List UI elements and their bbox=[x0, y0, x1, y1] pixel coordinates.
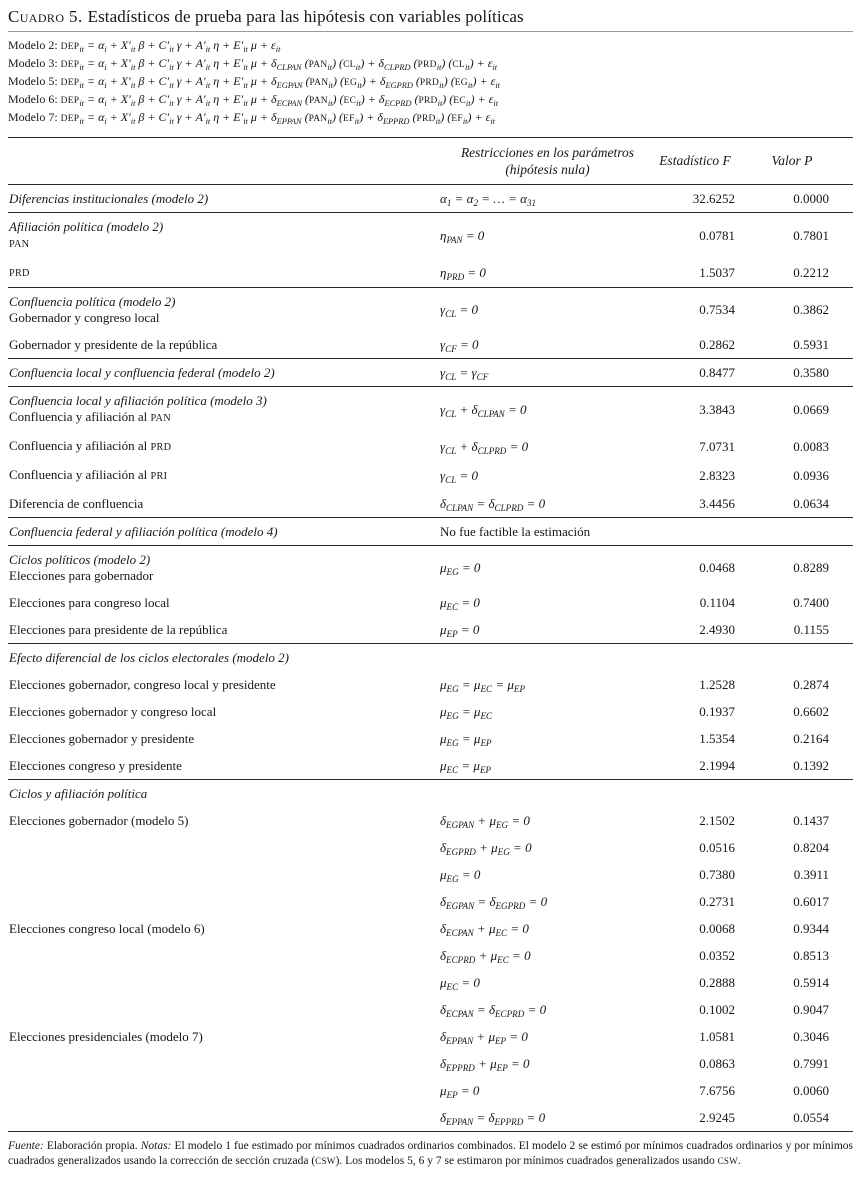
null-hypothesis: $\mu_{EG} = \mu_{EC} = \mu_{EP}$ bbox=[440, 676, 526, 694]
page-title bbox=[8, 7, 853, 27]
row-label bbox=[8, 698, 440, 725]
f-statistic: 0.7380 bbox=[699, 866, 735, 882]
table-row bbox=[8, 1104, 853, 1132]
model-equations bbox=[8, 37, 853, 127]
equation-model-label: Modelo 6: bbox=[8, 92, 61, 106]
table-row bbox=[8, 834, 853, 861]
null-hypothesis: $\gamma_{CL} + \delta_{CLPRD} = 0$ bbox=[440, 438, 529, 456]
p-value: 0.5914 bbox=[793, 974, 829, 990]
f-statistic: 32.6252 bbox=[692, 190, 735, 206]
row-label bbox=[8, 807, 440, 834]
null-hypothesis: $\mu_{EC} = \mu_{EP}$ bbox=[440, 757, 492, 775]
null-hypothesis: $\delta_{EGPRD} + \mu_{EG} = 0$ bbox=[440, 839, 532, 857]
table-row bbox=[8, 1050, 853, 1077]
f-statistic: 0.0468 bbox=[655, 546, 755, 590]
row-label bbox=[8, 780, 440, 808]
f-statistic: 0.0863 bbox=[699, 1055, 735, 1071]
null-hypothesis: $\delta_{EGPAN} + \mu_{EG} = 0$ bbox=[440, 812, 530, 830]
row-label bbox=[8, 331, 440, 359]
p-value: 0.1392 bbox=[793, 757, 829, 773]
f-statistic: 0.1002 bbox=[699, 1001, 735, 1017]
equation-formula: $DEP_{it} = \alpha_i + X'_{it}$ $\beta + C'_{it}$ $\gamma + A'_{it}$ $\eta + E'_{it}$ $\mu + \delta_{ECPAN}$ $(PAN_{it}) (EC_{it}) + \delta_{ECPRD}$ $(PRD_{it}) (EC_{it}) + \varepsilon_{it}$ bbox=[60, 92, 499, 108]
row-label bbox=[8, 1077, 440, 1104]
item-label: Elecciones gobernador (modelo 5) bbox=[9, 812, 189, 828]
table-row bbox=[8, 1023, 853, 1050]
equation-line bbox=[8, 109, 853, 127]
null-hypothesis: $\mu_{EC} = 0$ bbox=[440, 594, 480, 612]
table-row bbox=[8, 359, 853, 387]
equation-formula: $DEP_{it} = \alpha_i + X'_{it}$ $\beta + C'_{it}$ $\gamma + A'_{it}$ $\eta + E'_{it}$ $\mu + \varepsilon_{it}$ bbox=[60, 38, 281, 54]
null-hypothesis: $\gamma_{CL} = \gamma_{CF}$ bbox=[440, 359, 655, 387]
null-hypothesis: $\delta_{ECPAN} + \mu_{EC} = 0$ bbox=[440, 920, 529, 938]
null-hypothesis: $\mu_{EG} = 0$ bbox=[440, 866, 481, 884]
notas-label: Notas: bbox=[140, 1140, 172, 1152]
table-row bbox=[8, 644, 853, 672]
equation-formula: $DEP_{it} = \alpha_i + X'_{it}$ $\beta + C'_{it}$ $\gamma + A'_{it}$ $\eta + E'_{it}$ $\mu + \delta_{EPPAN}$ $(PAN_{it}) (EF_{it}) + \delta_{EPPRD}$ $(PRD_{it}) (EF_{it}) + \varepsilon_{it}$ bbox=[60, 110, 495, 126]
table-row bbox=[8, 288, 853, 332]
item-label: Elecciones congreso y presidente bbox=[9, 757, 182, 773]
f-statistic: 0.2862 bbox=[699, 336, 735, 352]
table-row bbox=[8, 616, 853, 644]
table-row bbox=[8, 780, 853, 808]
item-label: Elecciones gobernador, congreso local y presidente bbox=[9, 676, 276, 692]
f-statistic: 0.7534 bbox=[655, 288, 755, 332]
f-statistic: 0.0352 bbox=[699, 947, 735, 963]
row-label bbox=[8, 996, 440, 1023]
equation-line bbox=[8, 37, 853, 55]
f-statistic: 1.5037 bbox=[699, 264, 735, 280]
p-value: 0.9344 bbox=[793, 920, 829, 936]
row-label bbox=[8, 213, 440, 259]
table-header bbox=[8, 138, 853, 185]
f-statistic: 1.5354 bbox=[699, 730, 735, 746]
f-statistic bbox=[655, 780, 755, 808]
null-hypothesis bbox=[440, 780, 655, 808]
f-statistic: 0.0516 bbox=[699, 839, 735, 855]
p-value: 0.0060 bbox=[793, 1082, 829, 1098]
equation-model-label: Modelo 5: bbox=[8, 74, 61, 88]
header-restrictions-line2: (hipótesis nula) bbox=[505, 162, 590, 177]
row-label bbox=[8, 490, 440, 518]
p-value: 0.1437 bbox=[793, 812, 829, 828]
f-statistic: 0.0068 bbox=[699, 920, 735, 936]
p-value: 0.7400 bbox=[793, 594, 829, 610]
table-row bbox=[8, 861, 853, 888]
null-hypothesis: $\delta_{EPPRD} + \mu_{EP} = 0$ bbox=[440, 1055, 530, 1073]
row-label bbox=[8, 942, 440, 969]
row-label bbox=[8, 915, 440, 942]
p-value: 0.0669 bbox=[755, 387, 853, 433]
table-body bbox=[8, 185, 853, 1132]
footnote bbox=[8, 1139, 853, 1169]
f-statistic: 7.0731 bbox=[699, 438, 735, 454]
row-label bbox=[8, 461, 440, 490]
p-value bbox=[755, 644, 853, 672]
p-value: 0.0936 bbox=[793, 467, 829, 483]
row-label bbox=[8, 258, 440, 288]
table-row bbox=[8, 387, 853, 433]
section-heading: Confluencia local y afiliación política (modelo 3) bbox=[9, 392, 267, 408]
item-label: Confluencia y afiliación al PRD bbox=[9, 437, 172, 453]
section-heading: Ciclos y afiliación política bbox=[9, 785, 148, 801]
item-label: Elecciones presidenciales (modelo 7) bbox=[9, 1028, 203, 1044]
table-row bbox=[8, 432, 853, 461]
null-hypothesis: $\delta_{EPPAN} = \delta_{EPPRD} = 0$ bbox=[440, 1109, 546, 1127]
p-value: 0.1155 bbox=[793, 621, 829, 637]
table-row bbox=[8, 942, 853, 969]
f-statistic: 2.4930 bbox=[699, 621, 735, 637]
item-label: Elecciones para gobernador bbox=[9, 567, 154, 583]
header-f-statistic: Estadístico F bbox=[655, 138, 755, 185]
null-hypothesis: $\alpha_1 = \alpha_2$ = … = $\alpha_{31}$ bbox=[440, 190, 537, 208]
table-row bbox=[8, 725, 853, 752]
f-statistic: 0.1104 bbox=[699, 594, 735, 610]
table-row bbox=[8, 331, 853, 359]
p-value: 0.5931 bbox=[793, 336, 829, 352]
row-label bbox=[8, 288, 440, 332]
null-hypothesis: $\eta_{PRD} = 0$ bbox=[440, 264, 486, 282]
null-hypothesis: $\delta_{CLPAN} = \delta_{CLPRD} = 0$ bbox=[440, 495, 546, 513]
f-statistic: 2.9245 bbox=[699, 1109, 735, 1125]
header-p-value: Valor P bbox=[755, 138, 853, 185]
f-statistic: 3.3843 bbox=[655, 387, 755, 433]
table-row bbox=[8, 213, 853, 259]
f-statistic: 1.0581 bbox=[699, 1028, 735, 1044]
header-restrictions bbox=[440, 138, 655, 185]
p-value bbox=[755, 518, 853, 546]
null-hypothesis: $\delta_{ECPRD} + \mu_{EC} = 0$ bbox=[440, 947, 531, 965]
row-label bbox=[8, 616, 440, 644]
null-hypothesis: $\mu_{EG} = \mu_{EP}$ bbox=[440, 730, 492, 748]
table-row bbox=[8, 888, 853, 915]
row-label bbox=[8, 888, 440, 915]
row-label bbox=[8, 387, 440, 433]
null-hypothesis: $\gamma_{CL} + \delta_{CLPAN} = 0$ bbox=[440, 387, 655, 433]
item-label: Confluencia y afiliación al PAN bbox=[9, 408, 171, 424]
section-heading: Diferencias institucionales (modelo 2) bbox=[9, 190, 209, 206]
null-hypothesis: $\mu_{EG} = 0$ bbox=[440, 546, 655, 590]
row-label bbox=[8, 1023, 440, 1050]
item-label: Confluencia y afiliación al PRI bbox=[9, 466, 168, 482]
null-hypothesis: $\mu_{EP} = 0$ bbox=[440, 621, 480, 639]
row-label bbox=[8, 518, 440, 546]
null-hypothesis: $\delta_{ECPAN} = \delta_{ECPRD} = 0$ bbox=[440, 1001, 547, 1019]
p-value: 0.0554 bbox=[793, 1109, 829, 1125]
equation-line bbox=[8, 91, 853, 109]
fuente-text: Elaboración propia. bbox=[46, 1140, 138, 1152]
row-label bbox=[8, 1104, 440, 1132]
table-row bbox=[8, 490, 853, 518]
f-statistic: 2.1502 bbox=[699, 812, 735, 828]
row-label bbox=[8, 644, 440, 672]
item-label: Elecciones gobernador y presidente bbox=[9, 730, 195, 746]
table-row bbox=[8, 185, 853, 213]
section-heading: Confluencia local y confluencia federal (modelo 2) bbox=[9, 364, 275, 380]
section-heading: Afiliación política (modelo 2) bbox=[9, 218, 164, 234]
row-label bbox=[8, 725, 440, 752]
null-hypothesis: $\mu_{EP} = 0$ bbox=[440, 1082, 480, 1100]
equation-model-label: Modelo 2: bbox=[8, 38, 61, 52]
table-title-text: Estadísticos de prueba para las hipótesis con variables políticas bbox=[87, 7, 524, 26]
f-statistic: 2.1994 bbox=[699, 757, 735, 773]
row-label bbox=[8, 861, 440, 888]
p-value: 0.9047 bbox=[793, 1001, 829, 1017]
f-statistic: 0.0781 bbox=[655, 213, 755, 259]
item-label: Elecciones para congreso local bbox=[9, 594, 170, 610]
equation-line bbox=[8, 73, 853, 91]
title-divider bbox=[8, 31, 853, 32]
row-label bbox=[8, 185, 440, 213]
table-row bbox=[8, 752, 853, 780]
notas-text: El modelo 1 fue estimado por mínimos cuadrados ordinarios combinados. El modelo 2 se estimó por mínimos cuadrados ordinarios y por mínimos cuadrados generalizados usando la corrección de sección cruzada (CSW). Los modelos 5, 6 y 7 se estimaron por mínimos cuadrados generalizados usando CSW. bbox=[8, 1140, 854, 1167]
p-value: 0.3862 bbox=[755, 288, 853, 332]
f-statistic: 0.2731 bbox=[699, 893, 735, 909]
header-row bbox=[8, 138, 853, 185]
p-value: 0.2212 bbox=[793, 264, 829, 280]
null-hypothesis: $\gamma_{CF} = 0$ bbox=[440, 336, 479, 354]
section-heading: Confluencia federal y afiliación política (modelo 4) bbox=[9, 523, 278, 539]
item-label: Gobernador y congreso local bbox=[9, 309, 160, 325]
f-statistic bbox=[655, 518, 755, 546]
table-row bbox=[8, 1077, 853, 1104]
p-value: 0.7801 bbox=[755, 213, 853, 259]
equation-model-label: Modelo 7: bbox=[8, 110, 61, 124]
p-value: 0.2874 bbox=[793, 676, 829, 692]
p-value: 0.3580 bbox=[755, 359, 853, 387]
table-row bbox=[8, 589, 853, 616]
table-row bbox=[8, 518, 853, 546]
item-label: PAN bbox=[9, 238, 30, 250]
p-value: 0.2164 bbox=[793, 730, 829, 746]
null-hypothesis: $\delta_{EGPAN} = \delta_{EGPRD} = 0$ bbox=[440, 893, 548, 911]
null-hypothesis: $\eta_{PAN} = 0$ bbox=[440, 213, 655, 259]
section-heading: Confluencia política (modelo 2) bbox=[9, 293, 176, 309]
p-value: 0.6017 bbox=[793, 893, 829, 909]
f-statistic bbox=[655, 644, 755, 672]
null-hypothesis: $\gamma_{CL} = 0$ bbox=[440, 288, 655, 332]
p-value: 0.0000 bbox=[793, 190, 829, 206]
p-value: 0.8289 bbox=[755, 546, 853, 590]
null-hypothesis: $\gamma_{CL} = 0$ bbox=[440, 467, 479, 485]
section-heading: Ciclos políticos (modelo 2) bbox=[9, 551, 151, 567]
null-hypothesis: $\mu_{EC} = 0$ bbox=[440, 974, 480, 992]
null-hypothesis: $\mu_{EG} = \mu_{EC}$ bbox=[440, 703, 493, 721]
header-restrictions-line1: Restricciones en los parámetros bbox=[460, 145, 635, 160]
null-hypothesis: No fue factible la estimación bbox=[440, 518, 655, 546]
table-row bbox=[8, 996, 853, 1023]
item-label: Elecciones para presidente de la república bbox=[9, 621, 228, 637]
f-statistic: 3.4456 bbox=[699, 495, 735, 511]
table-row bbox=[8, 461, 853, 490]
table-row bbox=[8, 969, 853, 996]
f-statistic: 0.1937 bbox=[699, 703, 735, 719]
p-value: 0.7991 bbox=[793, 1055, 829, 1071]
table-row bbox=[8, 915, 853, 942]
table-row bbox=[8, 258, 853, 288]
row-label bbox=[8, 432, 440, 461]
equation-model-label: Modelo 3: bbox=[8, 56, 61, 70]
f-statistic: 0.8477 bbox=[655, 359, 755, 387]
p-value: 0.3046 bbox=[793, 1028, 829, 1044]
row-label bbox=[8, 589, 440, 616]
f-statistic: 7.6756 bbox=[699, 1082, 735, 1098]
row-label bbox=[8, 671, 440, 698]
table-row bbox=[8, 671, 853, 698]
equation-formula: $DEP_{it} = \alpha_i + X'_{it}$ $\beta + C'_{it}$ $\gamma + A'_{it}$ $\eta + E'_{it}$ $\mu + \delta_{CLPAN}$ $(PAN_{it}) (CL_{it}) + \delta_{CLPRD}$ $(PRD_{it}) (CL_{it}) + \varepsilon_{it}$ bbox=[60, 56, 498, 72]
f-statistic: 2.8323 bbox=[699, 467, 735, 483]
item-label: PRD bbox=[9, 267, 30, 279]
row-label bbox=[8, 969, 440, 996]
item-label: Gobernador y presidente de la república bbox=[9, 336, 218, 352]
null-hypothesis: $\delta_{EPPAN} + \mu_{EP} = 0$ bbox=[440, 1028, 528, 1046]
header-empty bbox=[8, 138, 440, 185]
p-value bbox=[755, 780, 853, 808]
item-label: Elecciones gobernador y congreso local bbox=[9, 703, 217, 719]
row-label bbox=[8, 359, 440, 387]
results-table bbox=[8, 137, 853, 1132]
p-value: 0.8204 bbox=[793, 839, 829, 855]
table-row bbox=[8, 807, 853, 834]
p-value: 0.0083 bbox=[793, 438, 829, 454]
section-heading: Efecto diferencial de los ciclos electorales (modelo 2) bbox=[9, 649, 290, 665]
p-value: 0.3911 bbox=[793, 866, 829, 882]
p-value: 0.0634 bbox=[793, 495, 829, 511]
item-label: Elecciones congreso local (modelo 6) bbox=[9, 920, 205, 936]
fuente-label: Fuente: bbox=[8, 1140, 44, 1152]
row-label bbox=[8, 752, 440, 780]
row-label bbox=[8, 546, 440, 590]
table-number: Cuadro 5. bbox=[8, 7, 83, 26]
f-statistic: 1.2528 bbox=[699, 676, 735, 692]
equation-line bbox=[8, 55, 853, 73]
null-hypothesis bbox=[440, 644, 655, 672]
item-label: Diferencia de confluencia bbox=[9, 495, 144, 511]
f-statistic: 0.2888 bbox=[699, 974, 735, 990]
table-row bbox=[8, 546, 853, 590]
p-value: 0.8513 bbox=[793, 947, 829, 963]
equation-formula: $DEP_{it} = \alpha_i + X'_{it}$ $\beta + C'_{it}$ $\gamma + A'_{it}$ $\eta + E'_{it}$ $\mu + \delta_{EGPAN}$ $(PAN_{it}) (EG_{it}) + \delta_{EGPRD}$ $(PRD_{it}) (EG_{it}) + \varepsilon_{it}$ bbox=[60, 74, 500, 90]
row-label bbox=[8, 1050, 440, 1077]
row-label bbox=[8, 834, 440, 861]
table-row bbox=[8, 698, 853, 725]
p-value: 0.6602 bbox=[793, 703, 829, 719]
